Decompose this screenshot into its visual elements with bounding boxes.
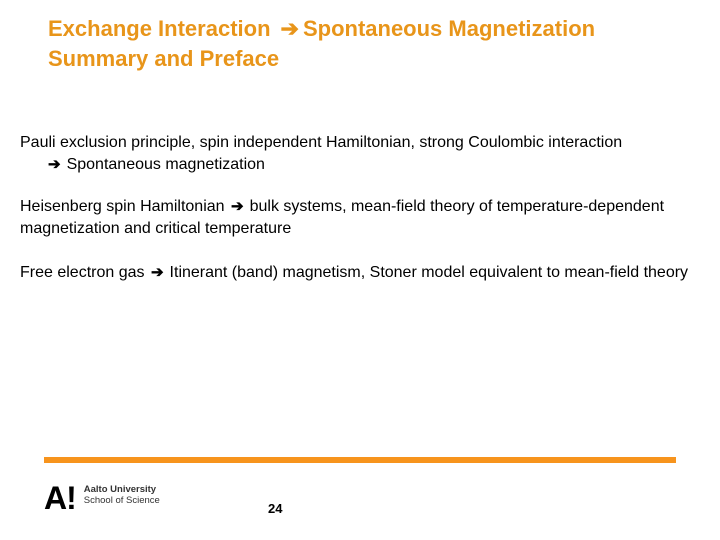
paragraph-text: Heisenberg spin Hamiltonian xyxy=(20,198,225,215)
paragraph-free-electron xyxy=(20,262,710,284)
paragraph-indent xyxy=(20,154,710,176)
paragraph-heisenberg xyxy=(20,196,710,240)
title-part-2: Spontaneous Magnetization xyxy=(302,16,596,41)
university-name: Aalto University xyxy=(83,484,157,495)
university-logo xyxy=(44,482,160,514)
paragraph-pauli xyxy=(20,132,710,176)
title-part-1: Exchange Interaction xyxy=(48,16,271,41)
title-line-1 xyxy=(48,14,708,44)
arrow-right-icon: ➔ xyxy=(280,16,299,41)
paragraph-text: Pauli exclusion principle, spin independent Hamiltonian, strong Coulombic interaction xyxy=(20,134,623,151)
logo-mark: A! xyxy=(44,480,76,516)
paragraph-text: Spontaneous magnetization xyxy=(66,156,265,173)
footer-divider xyxy=(44,457,676,463)
school-name: School of Science xyxy=(83,495,160,506)
page-number: 24 xyxy=(268,501,283,516)
paragraph-text: bulk systems, mean-field theory of temperature-dependent magnetization and critical temperature xyxy=(20,198,665,237)
title-line-2: Summary and Preface xyxy=(48,46,280,71)
paragraph-text: Itinerant (band) magnetism, Stoner model equivalent to mean-field theory xyxy=(169,264,689,281)
paragraph-text: Free electron gas xyxy=(20,264,145,281)
arrow-right-icon: ➔ xyxy=(48,156,61,173)
logo-text xyxy=(84,484,160,506)
arrow-right-icon: ➔ xyxy=(231,198,244,215)
slide-title xyxy=(48,14,708,74)
arrow-right-icon: ➔ xyxy=(150,264,164,281)
